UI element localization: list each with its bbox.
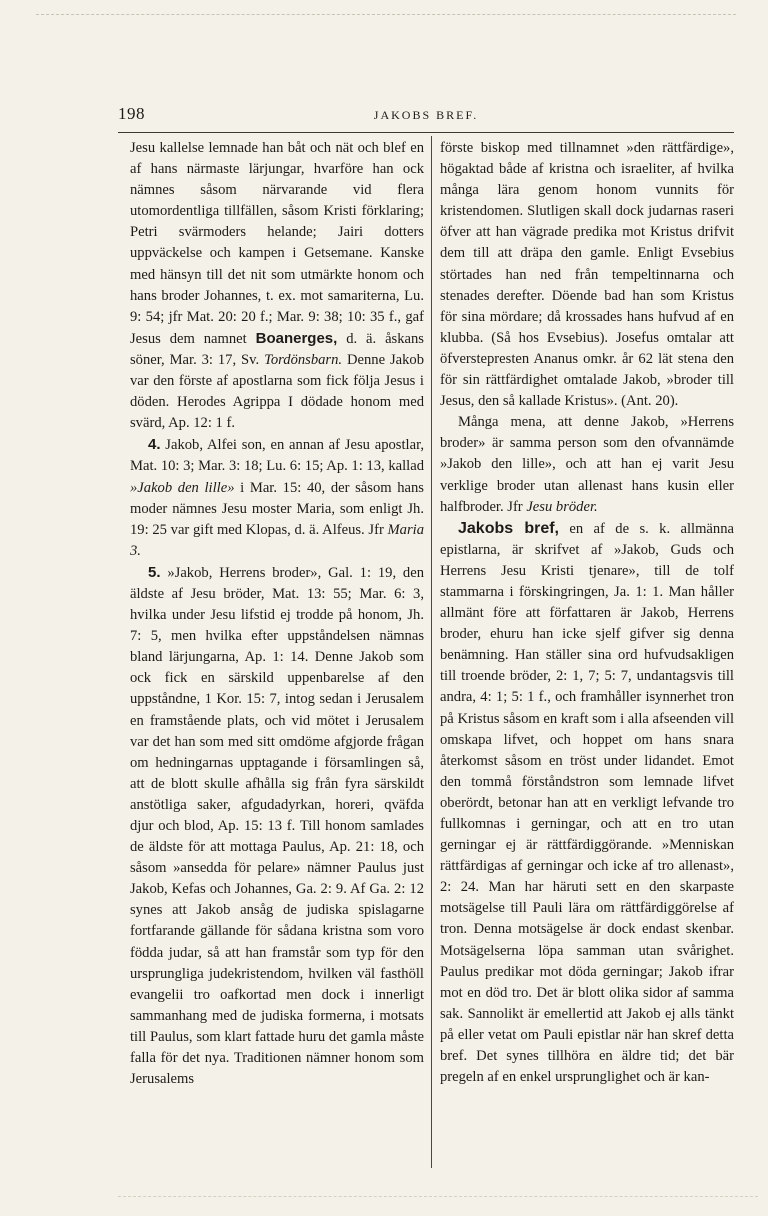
left-paragraph-3 — [130, 562, 424, 1090]
left-p3-text: »Jakob, Herrens broder», Gal. 1: 19, den äldste af Jesu bröder, Mat. 13: 55; Mar. 6: 3, hvilka under Jesu lifstid ej trodde på honom, Jh. 7: 5, men hvilka efter uppståndelsen nämnas bland lärjungarna, Ap. 1: 14. Denne Jakob som ock fick en särskild uppenbarelse af den uppståndne, 1 Kor. 15: 7, intog sedan i Jerusalem en framstående plats, och vid mötet i Jerusalem var det han som med sitt omdöme afgjorde frågan om hedningarnas upptagande i församlingen så, att de blott skulle afhålla sig från fyra särskildt anstötliga saker, afgudadyrkan, horeri, qväfda djur och blod, Ap. 15: 13 f. Till honom samlades de äldste för att mottaga Paulus, Ap. 21: 18, och såsom »ansedda för pelare» nämner Paulus just Jakob, Kefas och Johannes, Ga. 2: 9. Af Ga. 2: 12 synes att Jakob ansåg de judiska spislagarne fortfarande gällande för sådana kristna som voro födda judar, så att han framstår som typ för den ursprungliga judekristendom, hvilken väl fasthöll evangelii tro oafkortad men dock i innerligt sammanhang med de judiska formerna, i motsats till Paulus, som klart fattade huru det gamla måste falla för det nya. Traditionen nämner honom som Jerusalems — [130, 564, 424, 1088]
running-head: JAKOBS BREF. — [373, 108, 479, 122]
left-p1-text: Jesu kallelse lemnade han båt och nät och blef en af hans närmaste lärjungar, hvarföre han ock nämnes såsom närvarande vid flera utomordentliga tillfällen, såsom Kristi förklaring; Petri svärmoders helande; Jairi dotters uppväckelse och kampen i Getsemane. Kanske med hänsyn till det nit som utmärkte honom och hans broder Johannes, t. ex. mot samariterna, Lu. 9: 54; jfr Mat. 20: 20 f.; Mar. 9: 38; 10: 35 f., gaf Jesus dem namnet — [130, 140, 424, 347]
italic-jakob-den-lille: »Jakob den lille» — [130, 479, 235, 496]
left-p2-a: Jakob, Alfei son, en annan af Jesu apostlar, Mat. 10: 3; Mar. 3: 18; Lu. 6: 15; Ap. 1: 13, kallad — [130, 437, 424, 475]
italic-tordonsbarn: Tordönsbarn. — [264, 351, 343, 368]
left-column — [130, 138, 424, 1090]
column-divider — [431, 136, 432, 1168]
bottom-edge-rule — [118, 1196, 758, 1197]
left-p2-b: i Mar. 15: 40, der såsom hans moder nämnes Jesu moster Maria, som enligt Jh. 19: 25 var gift med Klopas, d. ä. Alfeus. Jfr — [130, 479, 424, 538]
left-p1-end: Denne Jakob var den förste af apostlarna som fick följa Jesus i döden. Herodes Agrippa I dödade honom med svärd, Ap. 12: 1 f. — [130, 351, 425, 432]
right-paragraph-1 — [440, 138, 734, 412]
right-p3-text: en af de s. k. allmänna epistlarna, är skrifvet af »Jakob, Guds och Herrens Jesu Kristi tjenare», till de tolf stammarna i förskingringen, Ja. 1: 1. Man håller allmänt före att författaren är Jakob, Herrens broder, ehuru han icke sjelf gifver sig denna benämning. Han ställer sina ord hufvudsakligen till troende bröder, 2: 1, 7; 5: 7, undantagsvis till andra, 4: 1; 5: 1 f., och framhåller isynnerhet tron på Kristus såsom en kraft som i alla afseenden vill omskapa lifvet, och hoppet om hans snara återkomst såsom en tröst under lidandet. Emot den tommå förståndstron som lemnade lifvet oberördt, betonar han att en verkligt lefvande tro fullkomnas i gerningar, och att en tro utan gerningar ej är rättfärdiggörande. »Menniskan rättfärdigas af gerningar och icke af tro allenast», 2: 24. Man har häruti sett en den skarpaste motsägelse till Pauli lära om rättfärdiggörelse af tron. Denna motsägelse är dock endast skenbar. Motsägelserna löpa samman utan svårighet. Paulus predikar mot döda gerningar; Jakob ifrar mot en död tro. Det är blott olika sidor af samma sak. Sannolikt är emellertid att Jakob ej alls tänkt på eller vetat om Pauli epistlar när han skref detta bref. Det synes tillhöra en äldre tid; det bär pregeln af en enkel ursprunglighet och är kan- — [440, 520, 734, 1086]
entry-number-4: 4. — [148, 436, 161, 454]
italic-jesu-broder: Jesu bröder. — [526, 498, 598, 515]
entry-number-5: 5. — [148, 563, 161, 581]
header-rule — [118, 132, 734, 133]
right-column — [440, 138, 734, 1088]
top-edge-rule — [36, 14, 736, 15]
left-paragraph-2 — [130, 434, 424, 562]
right-p1-text: förste biskop med tillnamnet »den rättfärdige», högaktad både af kristna och israeliter, af hvilka många lära genom honom vunnits för kristendomen. Slutligen skall dock judarnas raseri öfver att han vägrade predika mot Kristus drifvit dem till att dräpa den gamle. Enligt Evsebius störtades han ned från tempeltinnarna och stenades derefter. Döende bad han som Kristus för sina mördare; då krossades hans hufvud af en klubba. (Så hos Evsebius). Josefus omtalar att öfverstepresten Ananus omkr. år 62 lät stena den för sin rättfärdighet omtalade Jakob, »broder till Jesus, den så kallade Kristus». (Ant. 20). — [440, 140, 734, 410]
right-p2-a: Många mena, att denne Jakob, »Herrens broder» är samma person som den ofvannämde »Jakob den lille», och att han ej varit Jesu verklige broder utan allenast hans kusin eller halfbroder. Jfr — [440, 414, 734, 515]
page-number: 198 — [118, 104, 145, 123]
page-header — [118, 104, 734, 126]
right-paragraph-3 — [440, 518, 734, 1089]
italic-maria-3: Maria 3. — [130, 521, 424, 559]
left-paragraph-1 — [130, 138, 424, 434]
headword-jakobs-bref: Jakobs bref, — [458, 519, 559, 537]
left-p1-mid: d. ä. åskans söner, Mar. 3: 17, Sv. — [130, 330, 424, 368]
headword-boanerges: Boanerges, — [255, 329, 338, 347]
right-paragraph-2 — [440, 412, 734, 517]
